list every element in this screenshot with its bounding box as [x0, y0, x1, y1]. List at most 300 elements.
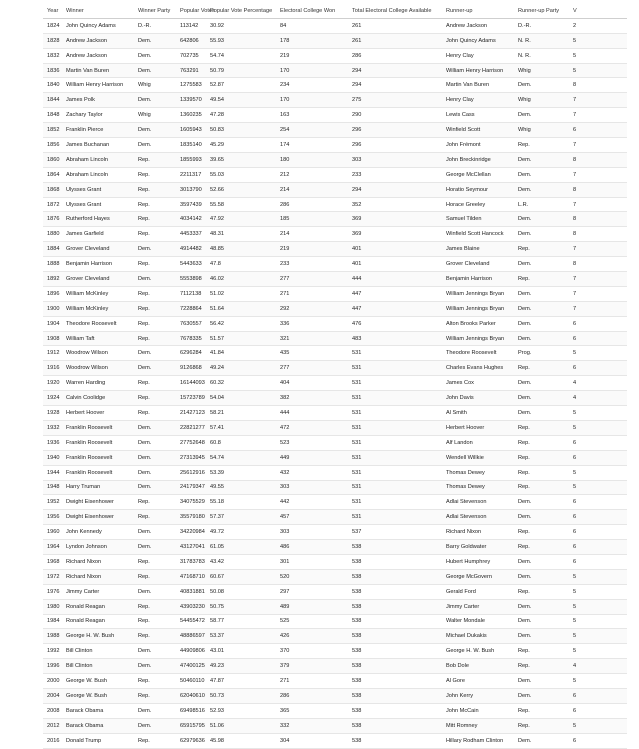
- table-cell: 1948: [43, 480, 62, 495]
- table-cell: Rep.: [514, 584, 569, 599]
- table-cell: 1984: [43, 614, 62, 629]
- table-cell: 442: [276, 495, 348, 510]
- table-row: [43, 644, 627, 659]
- table-cell: 5: [569, 406, 627, 421]
- table-cell: 3013790: [176, 182, 206, 197]
- table-cell: 538: [348, 674, 442, 689]
- table-cell: 43.42: [206, 554, 276, 569]
- table-cell: Dem.: [514, 376, 569, 391]
- table-cell: 51.57: [206, 331, 276, 346]
- table-row: [43, 138, 627, 153]
- table-row: [43, 242, 627, 257]
- table-cell: 47.8: [206, 257, 276, 272]
- table-cell: 40831881: [176, 584, 206, 599]
- table-cell: 538: [348, 540, 442, 555]
- table-cell: 16144093: [176, 376, 206, 391]
- table-cell: 53.37: [206, 629, 276, 644]
- table-cell: Ulysses Grant: [62, 197, 134, 212]
- table-cell: 49.55: [206, 480, 276, 495]
- table-cell: 1964: [43, 540, 62, 555]
- table-cell: 1852: [43, 123, 62, 138]
- table-cell: 531: [348, 510, 442, 525]
- table-cell: 531: [348, 361, 442, 376]
- table-cell: 5: [569, 569, 627, 584]
- table-cell: 22821277: [176, 420, 206, 435]
- table-cell: 1855993: [176, 152, 206, 167]
- table-cell: James Buchanan: [62, 138, 134, 153]
- table-cell: Dem.: [134, 420, 176, 435]
- table-row: [43, 123, 627, 138]
- table-cell: Wendell Willkie: [442, 450, 514, 465]
- table-cell: 57.37: [206, 510, 276, 525]
- table-cell: N. R.: [514, 33, 569, 48]
- table-cell: Jimmy Carter: [442, 599, 514, 614]
- table-cell: 50.83: [206, 123, 276, 138]
- table-cell: 48.31: [206, 227, 276, 242]
- table-cell: Dem.: [134, 138, 176, 153]
- table-cell: 7678335: [176, 331, 206, 346]
- table-cell: 43.01: [206, 644, 276, 659]
- table-cell: Dem.: [514, 182, 569, 197]
- table-cell: 286: [348, 48, 442, 63]
- table-cell: Dem.: [134, 33, 176, 48]
- table-cell: 54455472: [176, 614, 206, 629]
- table-cell: 5: [569, 420, 627, 435]
- table-cell: 7: [569, 108, 627, 123]
- table-cell: Rep.: [514, 525, 569, 540]
- table-cell: 55.58: [206, 197, 276, 212]
- table-cell: 254: [276, 123, 348, 138]
- table-cell: Benjamin Harrison: [442, 272, 514, 287]
- table-cell: Rep.: [514, 272, 569, 287]
- table-cell: 39.65: [206, 152, 276, 167]
- table-cell: 447: [348, 301, 442, 316]
- table-cell: D.-R.: [514, 18, 569, 33]
- table-cell: 763291: [176, 63, 206, 78]
- table-cell: Whig: [134, 108, 176, 123]
- table-cell: 214: [276, 182, 348, 197]
- table-cell: Rep.: [134, 301, 176, 316]
- table-cell: 286: [276, 197, 348, 212]
- column-header[interactable]: Electoral College Won: [276, 4, 348, 18]
- table-cell: 5: [569, 629, 627, 644]
- table-cell: Dem.: [514, 688, 569, 703]
- table-cell: 5: [569, 718, 627, 733]
- table-cell: 401: [348, 242, 442, 257]
- table-cell: John Breckinridge: [442, 152, 514, 167]
- table-cell: 7: [569, 286, 627, 301]
- table-cell: Dem.: [514, 614, 569, 629]
- table-cell: 55.03: [206, 167, 276, 182]
- table-cell: Winfield Scott Hancock: [442, 227, 514, 242]
- table-row: [43, 18, 627, 33]
- table-cell: Dem.: [514, 167, 569, 182]
- table-cell: 212: [276, 167, 348, 182]
- table-cell: Dem.: [514, 554, 569, 569]
- table-cell: Rep.: [514, 450, 569, 465]
- table-cell: Rep.: [514, 435, 569, 450]
- table-cell: Rutherford Hayes: [62, 212, 134, 227]
- table-cell: 6: [569, 554, 627, 569]
- table-cell: 1932: [43, 420, 62, 435]
- table-cell: 48886597: [176, 629, 206, 644]
- table-cell: 45.29: [206, 138, 276, 153]
- table-cell: 336: [276, 316, 348, 331]
- table-cell: Barack Obama: [62, 718, 134, 733]
- table-cell: 379: [276, 659, 348, 674]
- table-cell: Dem.: [514, 316, 569, 331]
- table-cell: 1956: [43, 510, 62, 525]
- table-cell: Donald Trump: [62, 733, 134, 748]
- table-cell: 277: [276, 272, 348, 287]
- table-cell: Thomas Dewey: [442, 480, 514, 495]
- table-row: [43, 301, 627, 316]
- table-cell: 5: [569, 674, 627, 689]
- table-cell: Dem.: [134, 450, 176, 465]
- column-header[interactable]: Popular Votes: [176, 4, 206, 18]
- table-cell: 303: [276, 480, 348, 495]
- table-body: [43, 18, 627, 748]
- column-header[interactable]: Year: [43, 4, 62, 18]
- table-cell: Dem.: [134, 346, 176, 361]
- table-cell: Lyndon Johnson: [62, 540, 134, 555]
- table-cell: 489: [276, 599, 348, 614]
- data-table-container[interactable]: [43, 4, 639, 744]
- table-cell: 178: [276, 33, 348, 48]
- table-row: [43, 525, 627, 540]
- table-cell: 4914482: [176, 242, 206, 257]
- table-cell: 1988: [43, 629, 62, 644]
- table-cell: 8: [569, 152, 627, 167]
- table-cell: Dem.: [134, 93, 176, 108]
- table-row: [43, 182, 627, 197]
- table-cell: Rep.: [134, 212, 176, 227]
- table-cell: 447: [348, 286, 442, 301]
- table-cell: Dwight Eisenhower: [62, 510, 134, 525]
- table-cell: 7: [569, 197, 627, 212]
- table-cell: Horace Greeley: [442, 197, 514, 212]
- table-cell: 50.75: [206, 599, 276, 614]
- table-cell: Michael Dukakis: [442, 629, 514, 644]
- table-cell: John Quincy Adams: [442, 33, 514, 48]
- table-cell: 47.92: [206, 212, 276, 227]
- table-cell: 52.66: [206, 182, 276, 197]
- table-cell: Henry Clay: [442, 93, 514, 108]
- table-cell: 57.41: [206, 420, 276, 435]
- table-cell: 51.64: [206, 301, 276, 316]
- table-cell: 34075529: [176, 495, 206, 510]
- table-cell: Adlai Stevenson: [442, 510, 514, 525]
- table-cell: Rep.: [514, 420, 569, 435]
- table-cell: 1916: [43, 361, 62, 376]
- table-row: [43, 152, 627, 167]
- table-cell: 531: [348, 495, 442, 510]
- table-cell: Andrew Jackson: [62, 33, 134, 48]
- column-header[interactable]: Winner Party: [134, 4, 176, 18]
- table-cell: 525: [276, 614, 348, 629]
- table-cell: 6: [569, 450, 627, 465]
- column-header[interactable]: Total Electoral College Available: [348, 4, 442, 18]
- table-cell: Rep.: [134, 733, 176, 748]
- table-cell: 1904: [43, 316, 62, 331]
- table-cell: 52.87: [206, 78, 276, 93]
- table-cell: 277: [276, 361, 348, 376]
- table-cell: 1840: [43, 78, 62, 93]
- table-cell: 8: [569, 257, 627, 272]
- table-cell: Benjamin Harrison: [62, 257, 134, 272]
- table-cell: 46.02: [206, 272, 276, 287]
- table-cell: John McCain: [442, 703, 514, 718]
- table-row: [43, 376, 627, 391]
- table-cell: Winfield Scott: [442, 123, 514, 138]
- table-cell: 6: [569, 525, 627, 540]
- table-cell: 1936: [43, 435, 62, 450]
- table-cell: 61.05: [206, 540, 276, 555]
- table-cell: 48.85: [206, 242, 276, 257]
- table-cell: Rep.: [134, 674, 176, 689]
- table-cell: Dem.: [134, 644, 176, 659]
- table-cell: Whig: [514, 93, 569, 108]
- table-cell: 2016: [43, 733, 62, 748]
- table-cell: Herbert Hoover: [442, 420, 514, 435]
- table-cell: 1972: [43, 569, 62, 584]
- table-cell: 53.39: [206, 465, 276, 480]
- table-cell: 4: [569, 376, 627, 391]
- table-cell: Bill Clinton: [62, 659, 134, 674]
- table-cell: Rep.: [514, 465, 569, 480]
- table-cell: 1844: [43, 93, 62, 108]
- table-cell: 62979636: [176, 733, 206, 748]
- table-cell: 531: [348, 435, 442, 450]
- table-cell: 8: [569, 182, 627, 197]
- table-cell: 24179347: [176, 480, 206, 495]
- table-cell: 8: [569, 78, 627, 93]
- table-cell: Jimmy Carter: [62, 584, 134, 599]
- table-cell: Dem.: [134, 272, 176, 287]
- table-cell: 321: [276, 331, 348, 346]
- table-row: [43, 569, 627, 584]
- table-cell: Martin Van Buren: [442, 78, 514, 93]
- table-cell: 538: [348, 614, 442, 629]
- column-header[interactable]: Winner: [62, 4, 134, 18]
- table-cell: Franklin Roosevelt: [62, 435, 134, 450]
- table-cell: 1908: [43, 331, 62, 346]
- table-cell: Dem.: [514, 406, 569, 421]
- table-cell: 49.24: [206, 361, 276, 376]
- table-cell: John Kerry: [442, 688, 514, 703]
- table-cell: 50.08: [206, 584, 276, 599]
- table-cell: 275: [348, 93, 442, 108]
- table-cell: 30.92: [206, 18, 276, 33]
- table-cell: 1880: [43, 227, 62, 242]
- table-cell: 55.18: [206, 495, 276, 510]
- table-cell: 702735: [176, 48, 206, 63]
- table-cell: 476: [348, 316, 442, 331]
- table-cell: James Garfield: [62, 227, 134, 242]
- table-cell: 369: [348, 227, 442, 242]
- table-cell: Dem.: [134, 480, 176, 495]
- table-cell: Franklin Roosevelt: [62, 450, 134, 465]
- table-cell: Rep.: [134, 152, 176, 167]
- election-results-table: [43, 4, 627, 749]
- table-cell: Rep.: [134, 391, 176, 406]
- table-cell: 531: [348, 420, 442, 435]
- table-cell: Hubert Humphrey: [442, 554, 514, 569]
- table-cell: 6: [569, 703, 627, 718]
- table-cell: Dem.: [514, 301, 569, 316]
- table-cell: 7: [569, 138, 627, 153]
- table-cell: 7228864: [176, 301, 206, 316]
- table-cell: 294: [348, 182, 442, 197]
- column-header[interactable]: Runner-up Party: [514, 4, 569, 18]
- table-row: [43, 316, 627, 331]
- table-cell: 2000: [43, 674, 62, 689]
- table-cell: 47.87: [206, 674, 276, 689]
- table-cell: 444: [348, 272, 442, 287]
- table-cell: Alton Brooks Parker: [442, 316, 514, 331]
- table-cell: William Taft: [62, 331, 134, 346]
- table-cell: Rep.: [134, 316, 176, 331]
- table-row: [43, 331, 627, 346]
- table-cell: Whig: [134, 78, 176, 93]
- table-cell: 3597439: [176, 197, 206, 212]
- table-cell: 52.93: [206, 703, 276, 718]
- table-cell: 7: [569, 93, 627, 108]
- table-cell: 47168710: [176, 569, 206, 584]
- table-cell: 1275583: [176, 78, 206, 93]
- table-cell: Grover Cleveland: [62, 242, 134, 257]
- table-cell: 1912: [43, 346, 62, 361]
- table-cell: Woodrow Wilson: [62, 346, 134, 361]
- header-row: [43, 4, 627, 18]
- table-cell: Dem.: [514, 227, 569, 242]
- table-cell: 531: [348, 480, 442, 495]
- table-cell: 1848: [43, 108, 62, 123]
- table-cell: James Blaine: [442, 242, 514, 257]
- table-cell: 31783783: [176, 554, 206, 569]
- table-cell: 27752648: [176, 435, 206, 450]
- table-cell: 531: [348, 450, 442, 465]
- table-cell: 538: [348, 554, 442, 569]
- table-cell: Dem.: [514, 599, 569, 614]
- table-cell: 531: [348, 376, 442, 391]
- table-cell: Dem.: [514, 674, 569, 689]
- table-cell: Dem.: [514, 152, 569, 167]
- table-cell: William McKinley: [62, 286, 134, 301]
- table-cell: 5: [569, 644, 627, 659]
- table-cell: Grover Cleveland: [442, 257, 514, 272]
- table-row: [43, 599, 627, 614]
- table-cell: Barack Obama: [62, 703, 134, 718]
- table-cell: 5: [569, 584, 627, 599]
- table-cell: 7: [569, 272, 627, 287]
- table-cell: 1856: [43, 138, 62, 153]
- table-cell: William Henry Harrison: [442, 63, 514, 78]
- table-cell: 8: [569, 227, 627, 242]
- table-cell: 432: [276, 465, 348, 480]
- table-cell: William Jennings Bryan: [442, 331, 514, 346]
- table-cell: 50460110: [176, 674, 206, 689]
- table-cell: Rep.: [514, 718, 569, 733]
- table-cell: Horatio Seymour: [442, 182, 514, 197]
- table-cell: 6: [569, 495, 627, 510]
- table-row: [43, 703, 627, 718]
- table-cell: Andrew Jackson: [442, 18, 514, 33]
- table-row: [43, 554, 627, 569]
- table-cell: 56.42: [206, 316, 276, 331]
- table-cell: Rep.: [514, 659, 569, 674]
- table-cell: 60.67: [206, 569, 276, 584]
- table-cell: Rep.: [134, 406, 176, 421]
- table-cell: Lewis Cass: [442, 108, 514, 123]
- table-cell: 25612916: [176, 465, 206, 480]
- table-cell: 5: [569, 33, 627, 48]
- table-cell: Dem.: [514, 569, 569, 584]
- table-cell: William McKinley: [62, 301, 134, 316]
- table-cell: 34220984: [176, 525, 206, 540]
- table-cell: Dem.: [514, 108, 569, 123]
- table-cell: Dem.: [134, 540, 176, 555]
- table-cell: 1976: [43, 584, 62, 599]
- table-cell: 290: [348, 108, 442, 123]
- table-cell: Rep.: [514, 361, 569, 376]
- table-cell: John Frémont: [442, 138, 514, 153]
- column-header[interactable]: V: [569, 4, 627, 18]
- table-cell: 292: [276, 301, 348, 316]
- table-cell: 4034142: [176, 212, 206, 227]
- table-cell: Dem.: [514, 629, 569, 644]
- table-cell: 1944: [43, 465, 62, 480]
- table-cell: 6: [569, 123, 627, 138]
- table-cell: 234: [276, 78, 348, 93]
- table-cell: 9126868: [176, 361, 206, 376]
- table-cell: 35579180: [176, 510, 206, 525]
- column-header[interactable]: Runner-up: [442, 4, 514, 18]
- table-cell: 538: [348, 733, 442, 748]
- table-cell: 6: [569, 361, 627, 376]
- table-cell: 401: [348, 257, 442, 272]
- table-cell: Richard Nixon: [62, 554, 134, 569]
- table-cell: Zachary Taylor: [62, 108, 134, 123]
- table-cell: 5: [569, 346, 627, 361]
- table-cell: Herbert Hoover: [62, 406, 134, 421]
- table-cell: 4453337: [176, 227, 206, 242]
- table-row: [43, 733, 627, 748]
- table-cell: 163: [276, 108, 348, 123]
- table-cell: 60.32: [206, 376, 276, 391]
- table-cell: 1980: [43, 599, 62, 614]
- table-cell: Calvin Coolidge: [62, 391, 134, 406]
- column-header[interactable]: Popular Vote Percentage: [206, 4, 276, 18]
- table-cell: 45.98: [206, 733, 276, 748]
- table-cell: Henry Clay: [442, 48, 514, 63]
- table-cell: 2: [569, 18, 627, 33]
- table-cell: 261: [348, 18, 442, 33]
- table-cell: George McClellan: [442, 167, 514, 182]
- table-cell: 214: [276, 227, 348, 242]
- table-cell: 370: [276, 644, 348, 659]
- table-cell: Dem.: [134, 48, 176, 63]
- table-cell: 531: [348, 391, 442, 406]
- table-cell: 352: [348, 197, 442, 212]
- table-cell: Franklin Pierce: [62, 123, 134, 138]
- table-cell: 113142: [176, 18, 206, 33]
- table-cell: Whig: [514, 123, 569, 138]
- table-cell: 296: [348, 138, 442, 153]
- table-cell: 449: [276, 450, 348, 465]
- table-cell: 51.06: [206, 718, 276, 733]
- table-cell: 1884: [43, 242, 62, 257]
